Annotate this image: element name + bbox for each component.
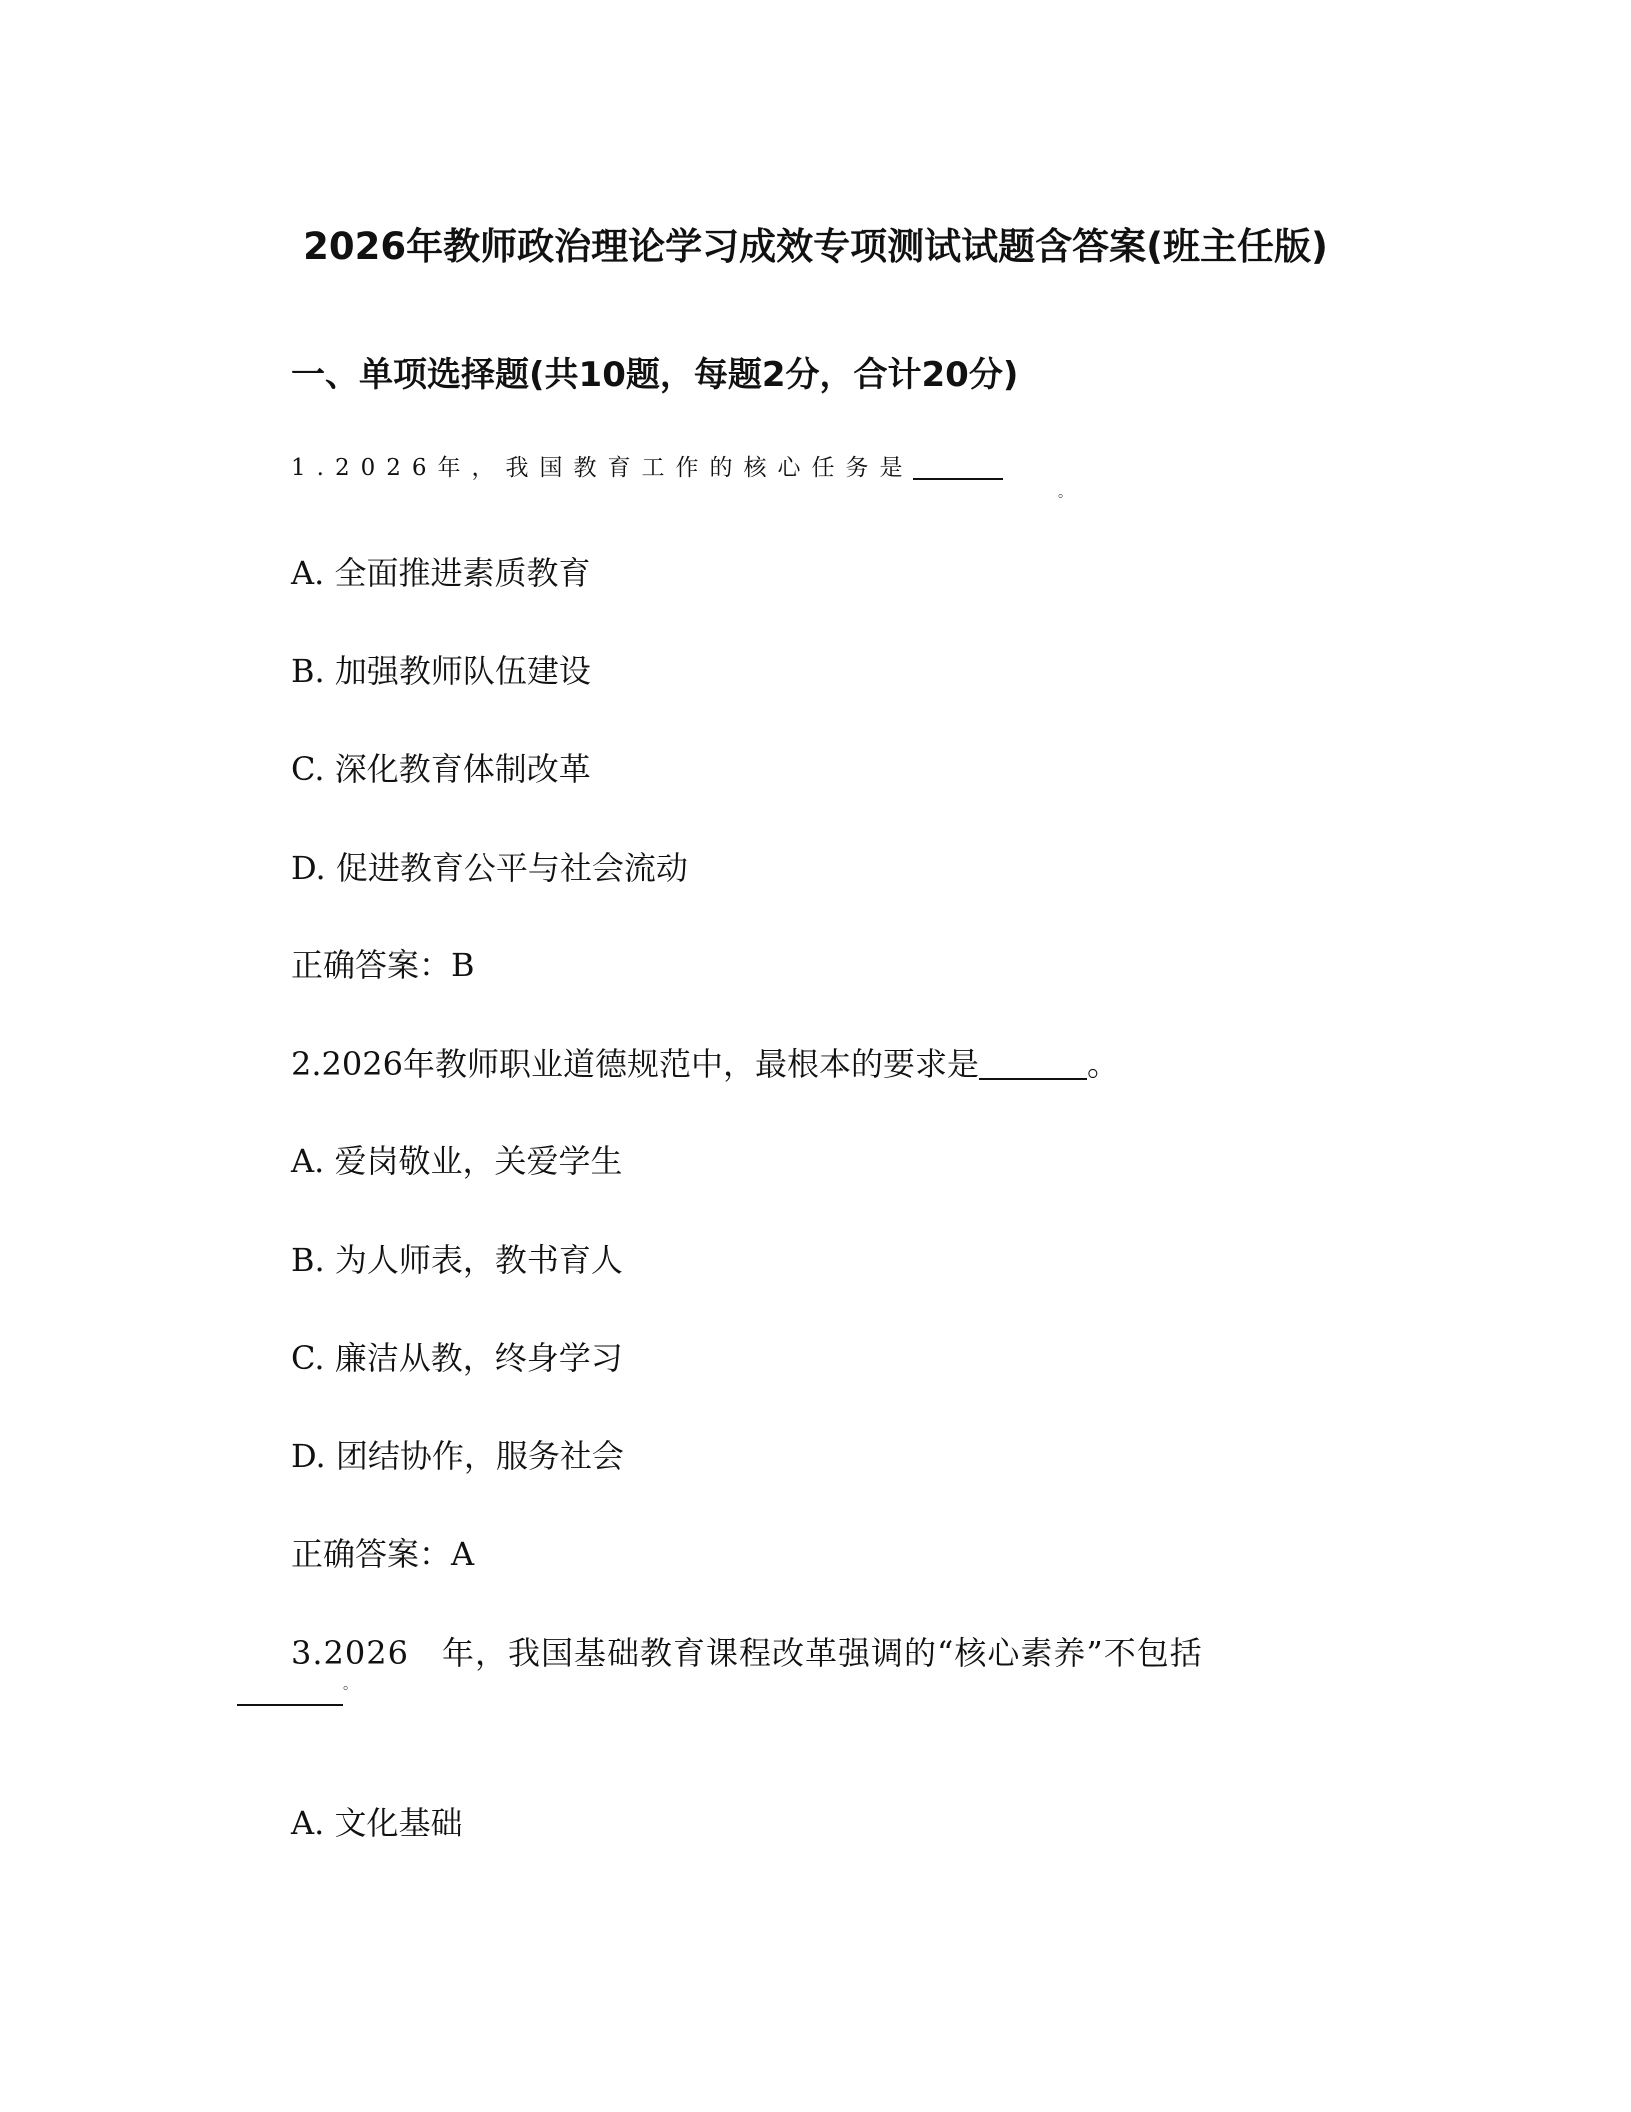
section-heading: 一、单项选择题(共10题，每题2分，合计20分) — [291, 355, 1019, 395]
question-2-option-b: B. 为人师表，教书育人 — [291, 1241, 623, 1279]
question-2-option-a: A. 爱岗敬业，关爱学生 — [291, 1142, 623, 1180]
answer-blank — [979, 1078, 1087, 1080]
question-1-option-b: B. 加强教师队伍建设 — [291, 652, 591, 690]
question-3-option-a: A. 文化基础 — [291, 1804, 463, 1842]
question-1-option-a: A. 全面推进素质教育 — [291, 554, 591, 592]
question-3-blank-line — [237, 1678, 357, 1706]
question-end: 。 — [343, 1677, 357, 1693]
document-title: 2026年教师政治理论学习成效专项测试试题含答案(班主任版) — [303, 225, 1328, 268]
question-2-option-c: C. 廉洁从教，终身学习 — [291, 1339, 623, 1377]
question-2-answer: 正确答案：A — [291, 1535, 475, 1573]
question-end: 。 — [1086, 1045, 1119, 1083]
question-3-stem: 3.2026 年，我国基础教育课程改革强调的“核心素养”不包括 — [291, 1634, 1203, 1672]
answer-blank — [237, 1678, 343, 1706]
question-2-option-d: D. 团结协作，服务社会 — [291, 1437, 624, 1475]
question-1-end: 。 — [1058, 485, 1072, 501]
question-text: 1.2026年，我国教育工作的核心任务是 — [291, 455, 914, 481]
question-text: 2.2026年教师职业道德规范中，最根本的要求是 — [291, 1045, 979, 1083]
question-1-option-c: C. 深化教育体制改革 — [291, 750, 591, 788]
question-2-stem — [291, 1045, 1119, 1083]
question-1-option-d: D. 促进教育公平与社会流动 — [291, 849, 688, 887]
question-1-answer: 正确答案：B — [291, 946, 475, 984]
question-1-stem — [291, 457, 1003, 480]
answer-blank — [913, 478, 1003, 480]
